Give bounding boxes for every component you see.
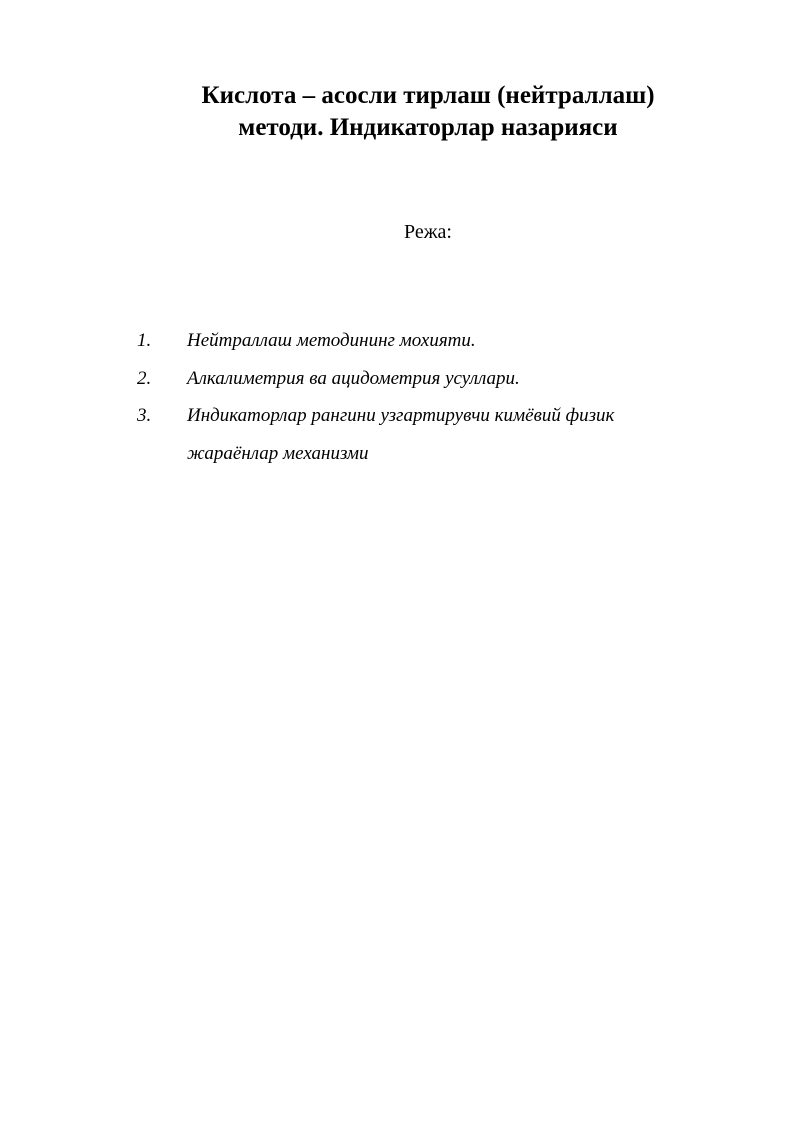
plan-item-3	[137, 397, 697, 472]
plan-item-1	[137, 322, 697, 360]
title-line-1: Кислота – асосли тирлаш (нейтраллаш)	[201, 82, 655, 109]
plan-item-number: 2.	[137, 367, 152, 389]
plan-list	[137, 322, 697, 472]
document-title	[140, 80, 716, 144]
plan-item-text-line-2: жараёнлар механизми	[187, 442, 369, 464]
plan-item-number: 3.	[137, 405, 152, 426]
plan-item-number: 1.	[137, 330, 152, 351]
plan-item-text-line-1: Индикаторлар рангини узгартирувчи кимёвий физик	[187, 405, 615, 426]
plan-heading: Режа:	[404, 221, 452, 243]
title-line-2: методи. Индикаторлар назарияси	[238, 114, 618, 141]
plan-item-text: Нейтраллаш методининг мохияти.	[187, 330, 476, 351]
plan-item-2	[137, 360, 697, 398]
plan-item-text: Алкалиметрия ва ацидометрия усуллари.	[187, 367, 520, 389]
